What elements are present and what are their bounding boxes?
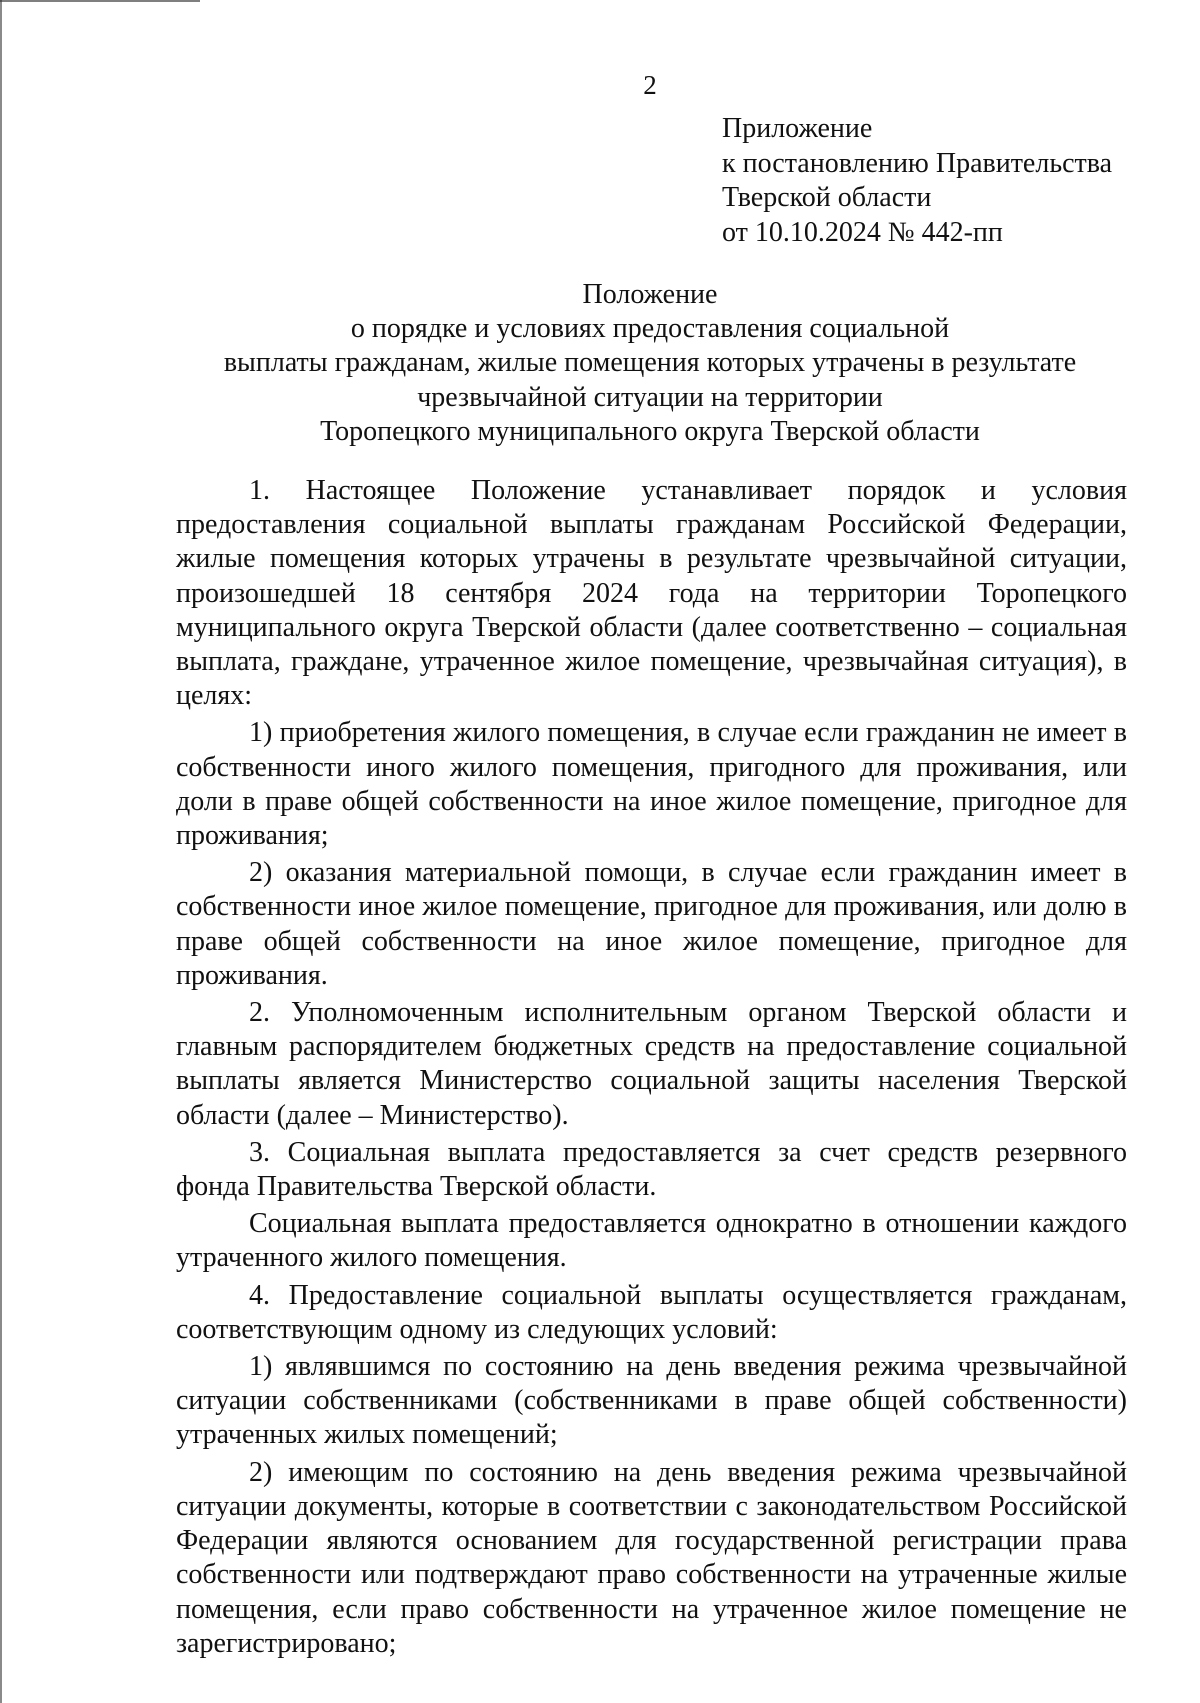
title-line: чрезвычайной ситуации на территории bbox=[417, 381, 883, 413]
paragraph: 3. Социальная выплата предоставляется за счет средств резервного фонда Правительства Тверской области. bbox=[176, 1136, 1127, 1203]
document-body bbox=[176, 474, 1127, 1661]
paragraph: 1) приобретения жилого помещения, в случае если гражданин не имеет в собственности иного жилого помещения, пригодного для проживания, или доли в праве общей собственности на иное жилое помещение, пригодное для проживания; bbox=[176, 717, 1127, 852]
title-line: выплаты гражданам, жилые помещения которых утрачены в результате bbox=[223, 347, 1077, 379]
scan-edge-top bbox=[0, 0, 200, 2]
paragraph: 4. Предоставление социальной выплаты осуществляется гражданам, соответствующим одному из следующих условий: bbox=[176, 1279, 1127, 1345]
appendix-line: к постановлению Правительства bbox=[722, 147, 1113, 179]
paragraph: 2. Уполномоченным исполнительным органом Тверской области и главным распорядителем бюджетных средств на предоставление социальной выплаты является Министерство социальной защиты населения Тверской области (далее – Министерство). bbox=[176, 997, 1127, 1131]
appendix-line: Тверской области bbox=[722, 182, 932, 213]
paragraph: 2) оказания материальной помощи, в случае если гражданин имеет в собственности иное жилое помещение, пригодное для проживания, или долю в праве общей собственности на иное жилое помещение, пригодное для проживания. bbox=[176, 857, 1127, 991]
appendix-header bbox=[722, 112, 1112, 250]
title-line: о порядке и условиях предоставления социальной bbox=[350, 313, 950, 345]
page-number: 2 bbox=[643, 70, 657, 100]
title-line: Торопецкого муниципального округа Тверской области bbox=[320, 415, 980, 447]
appendix-line: Приложение bbox=[722, 113, 873, 144]
paragraph: 2) имеющим по состоянию на день введения режима чрезвычайной ситуации документы, которые в соответствии с законодательством Российской Федерации являются основанием для государственной регистрации права собственности или подтверждают право собственности на утраченные жилые помещения, если право собственности на утраченное жилое помещение не зарегистрировано; bbox=[176, 1456, 1127, 1659]
paragraph: Социальная выплата предоставляется однократно в отношении каждого утраченного жилого помещения. bbox=[176, 1208, 1127, 1274]
document-title bbox=[150, 278, 1150, 449]
title-line: Положение bbox=[582, 279, 718, 310]
paragraph: 1. Настоящее Положение устанавливает порядок и условия предоставления социальной выплаты гражданам Российской Федерации, жилые помещения которых утрачены в результате чрезвычайной ситуации, произошедшей 18 сентября 2024 года на территории Торопецкого муниципального округа Тверской области (далее соответственно – социальная выплата, граждане, утраченное жилое помещение, чрезвычайная ситуация), в целях: bbox=[176, 475, 1127, 712]
appendix-line: от 10.10.2024 № 442-пп bbox=[722, 216, 1003, 248]
scan-edge-left bbox=[0, 0, 2, 1703]
paragraph: 1) являвшимся по состоянию на день введения режима чрезвычайной ситуации собственниками (собственниками в праве общей собственности) утраченных жилых помещений; bbox=[176, 1351, 1127, 1451]
